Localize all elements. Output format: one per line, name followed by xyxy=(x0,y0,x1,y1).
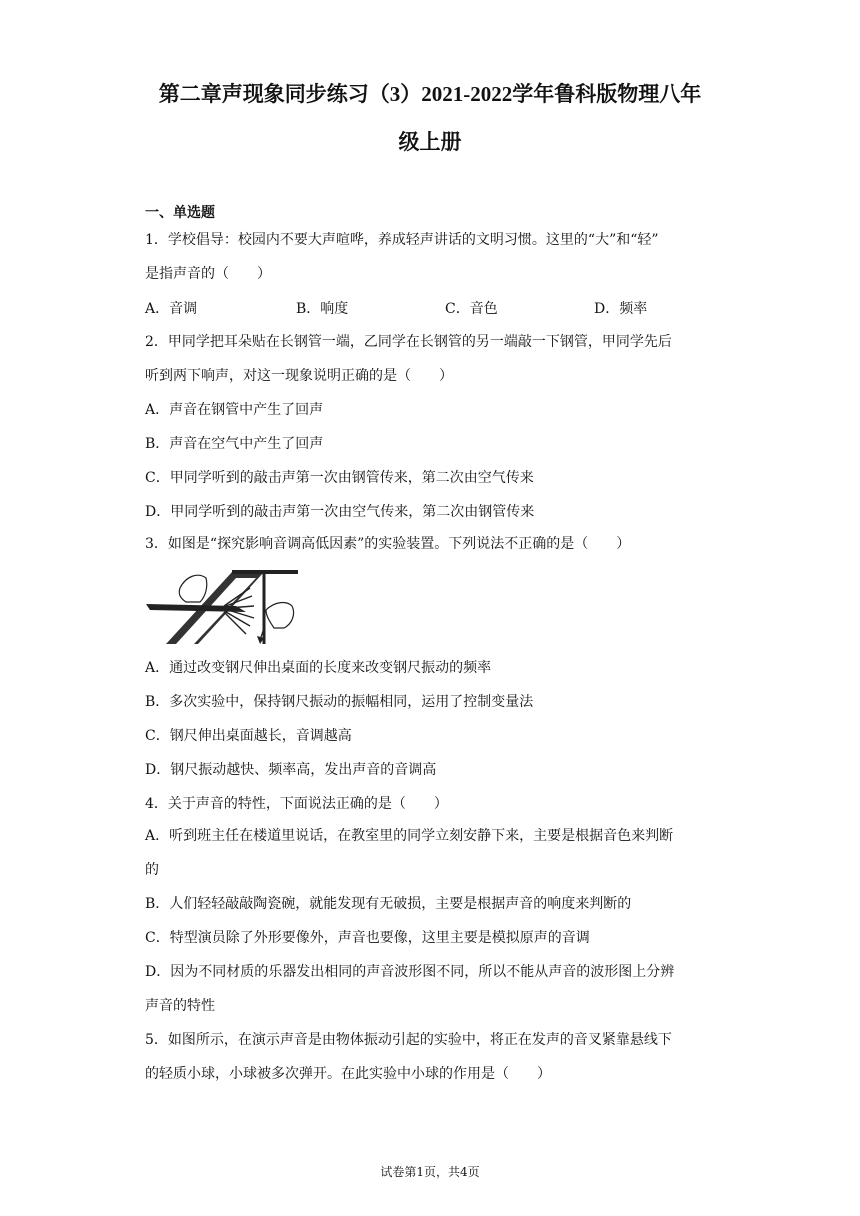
q3-option-b: B．多次实验中，保持钢尺振动的振幅相同，运用了控制变量法 xyxy=(145,694,534,710)
q4-option-a-continued: 的 xyxy=(145,862,159,878)
q4-stem-line-1: 4．关于声音的特性，下面说法正确的是（ ） xyxy=(145,796,448,812)
q2-stem-line-2: 听到两下响声，对这一现象说明正确的是（ ） xyxy=(145,368,453,384)
q1-option-a: A．音调 xyxy=(145,301,198,317)
q2-stem-line-1: 2．甲同学把耳朵贴在长钢管一端，乙同学在长钢管的另一端敲一下钢管，甲同学先后 xyxy=(145,334,672,350)
q3-option-a: A．通过改变钢尺伸出桌面的长度来改变钢尺振动的频率 xyxy=(145,660,492,676)
page-footer: 试卷第1页，共4页 xyxy=(380,1165,480,1179)
q2-option-b: B．声音在空气中产生了回声 xyxy=(145,436,324,452)
q4-option-b: B．人们轻轻敲敲陶瓷碗，就能发现有无破损，主要是根据声音的响度来判断的 xyxy=(145,896,632,912)
q2-option-a: A．声音在钢管中产生了回声 xyxy=(145,402,324,418)
section-heading: 一、单选题 xyxy=(145,205,215,221)
q1-option-b: B．响度 xyxy=(296,301,349,317)
q2-option-c: C．甲同学听到的敲击声第一次由钢管传来，第二次由空气传来 xyxy=(145,470,534,486)
q1-stem-line-1: 1．学校倡导：校园内不要大声喧哗，养成轻声讲话的文明习惯。这里的“大”和“轻” xyxy=(145,232,659,248)
steel-ruler-experiment-figure xyxy=(146,566,298,646)
q4-option-d: D．因为不同材质的乐器发出相同的声音波形图不同，所以不能从声音的波形图上分辨 xyxy=(145,964,675,980)
q1-option-c: C．音色 xyxy=(445,301,498,317)
q4-option-c: C．特型演员除了外形要像外，声音也要像，这里主要是模拟原声的音调 xyxy=(145,930,590,946)
q3-option-d: D．钢尺振动越快、频率高，发出声音的音调高 xyxy=(145,762,437,778)
q1-option-d: D．频率 xyxy=(594,301,648,317)
document-title xyxy=(100,70,760,166)
holding-hand xyxy=(179,575,207,602)
q3-option-c: C．钢尺伸出桌面越长，音调越高 xyxy=(145,728,352,744)
q4-option-a: A．听到班主任在楼道里说话，在教室里的同学立刻安静下来，主要是根据音色来判断 xyxy=(145,828,674,844)
q1-stem-line-2: 是指声音的（ ） xyxy=(145,266,271,282)
q3-stem-line-1: 3．如图是“探究影响音调高低因素”的实验装置。下列说法不正确的是（ ） xyxy=(145,536,631,552)
pointing-hand xyxy=(266,603,294,628)
q5-stem-line-2: 的轻质小球，小球被多次弹开。在此实验中小球的作用是（ ） xyxy=(145,1066,551,1082)
q4-option-d-continued: 声音的特性 xyxy=(145,998,215,1014)
q5-stem-line-1: 5．如图所示，在演示声音是由物体振动引起的实验中，将正在发声的音叉紧靠悬线下 xyxy=(145,1032,672,1048)
title-line-1: 第二章声现象同步练习（3）2021-2022学年鲁科版物理八年 xyxy=(158,82,702,106)
title-line-2: 级上册 xyxy=(398,130,462,154)
q2-option-d: D．甲同学听到的敲击声第一次由空气传来，第二次由钢管传来 xyxy=(145,504,535,520)
